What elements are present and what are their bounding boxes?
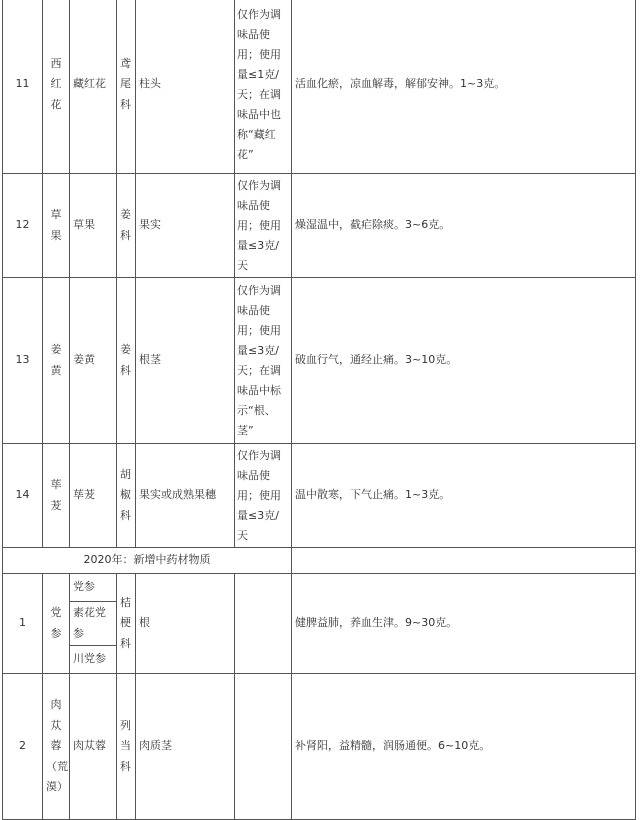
table-row [3, 674, 636, 820]
table-row [3, 574, 636, 602]
section-title: 2020年：新增中药材物质 [3, 548, 292, 574]
herb-table [2, 0, 636, 820]
plant-part: 果实或成熟果穗 [136, 444, 235, 548]
usage-limit [235, 574, 292, 674]
row-number: 1 [3, 574, 43, 674]
plant-family: 鸢尾科 [117, 0, 136, 174]
effect-dosage: 补肾阳，益精髓，润肠通便。6~10克。 [292, 674, 636, 820]
herb-alias: 藏红花 [70, 0, 117, 174]
row-number: 13 [3, 278, 43, 444]
herb-alias: 川党参 [70, 646, 117, 674]
herb-alias: 素花党参 [70, 602, 117, 646]
usage-limit: 仅作为调味品使用；使用量≤3克/天 [235, 174, 292, 278]
herb-alias: 肉苁蓉 [70, 674, 117, 820]
table-row [3, 444, 636, 548]
table-row [3, 174, 636, 278]
section-empty-cell [292, 548, 636, 574]
section-row [3, 548, 636, 574]
usage-limit: 仅作为调味品使用；使用量≤1克/天；在调味品中也称“藏红花” [235, 0, 292, 174]
plant-part: 柱头 [136, 0, 235, 174]
herb-alias: 党参 [70, 574, 117, 602]
usage-limit: 仅作为调味品使用；使用量≤3克/天 [235, 444, 292, 548]
plant-part: 根茎 [136, 278, 235, 444]
herb-name: 西红花 [43, 0, 70, 174]
effect-dosage: 健脾益肺，养血生津。9~30克。 [292, 574, 636, 674]
row-number: 11 [3, 0, 43, 174]
row-number: 12 [3, 174, 43, 278]
effect-dosage: 破血行气，通经止痛。3~10克。 [292, 278, 636, 444]
herb-alias: 荜茇 [70, 444, 117, 548]
plant-part: 果实 [136, 174, 235, 278]
usage-limit [235, 674, 292, 820]
effect-dosage: 温中散寒，下气止痛。1~3克。 [292, 444, 636, 548]
table-row [3, 0, 636, 174]
effect-dosage: 活血化瘀，凉血解毒，解郁安神。1~3克。 [292, 0, 636, 174]
plant-family: 列当科 [117, 674, 136, 820]
usage-limit: 仅作为调味品使用；使用量≤3克/天；在调味品中标示“根、茎” [235, 278, 292, 444]
plant-part: 肉质茎 [136, 674, 235, 820]
table-row [3, 278, 636, 444]
plant-family: 桔梗科 [117, 574, 136, 674]
plant-family: 姜科 [117, 278, 136, 444]
herb-name: 荜茇 [43, 444, 70, 548]
herb-name: 姜黄 [43, 278, 70, 444]
row-number: 14 [3, 444, 43, 548]
effect-dosage: 燥湿温中，截疟除痰。3~6克。 [292, 174, 636, 278]
herb-alias: 草果 [70, 174, 117, 278]
herb-name: 党参 [43, 574, 70, 674]
plant-family: 姜科 [117, 174, 136, 278]
herb-name: 肉苁蓉（荒漠） [43, 674, 70, 820]
plant-part: 根 [136, 574, 235, 674]
herb-name: 草果 [43, 174, 70, 278]
herb-alias: 姜黄 [70, 278, 117, 444]
plant-family: 胡椒科 [117, 444, 136, 548]
row-number: 2 [3, 674, 43, 820]
